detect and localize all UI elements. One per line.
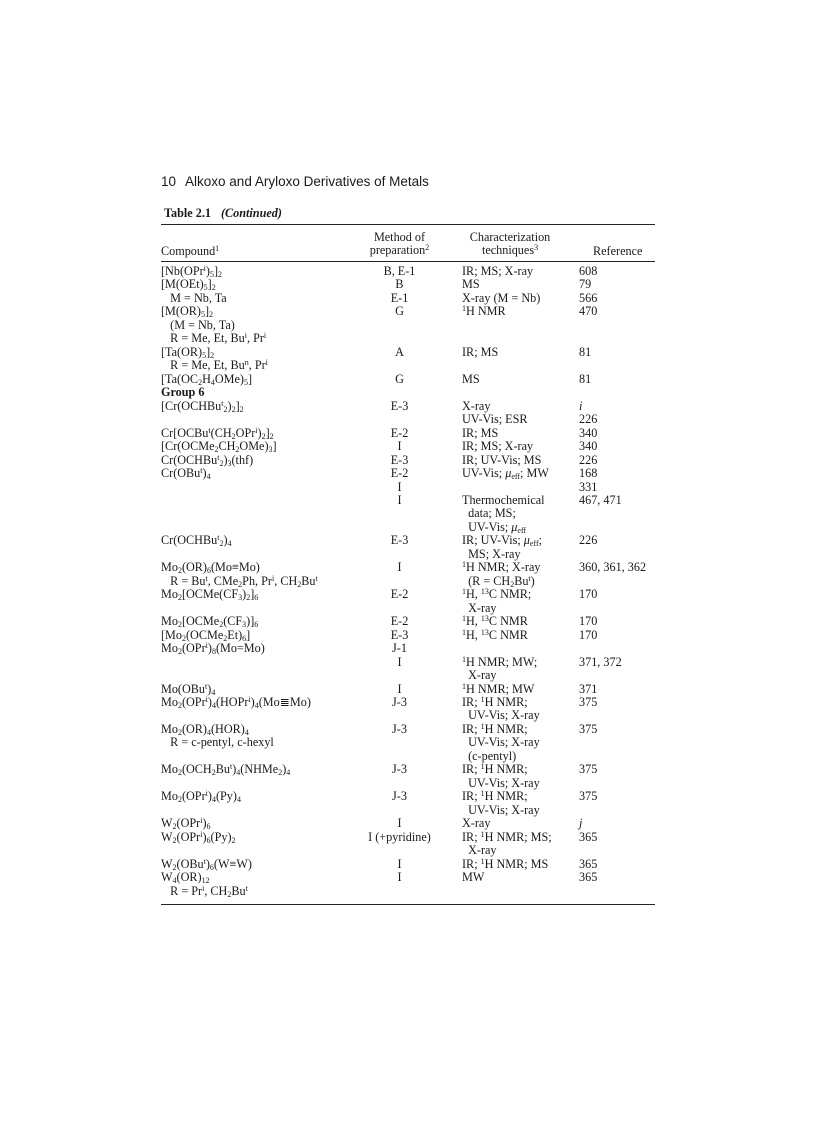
method-cell: E-2 xyxy=(390,587,409,602)
method-cell: E-3 xyxy=(390,627,409,642)
techniques-cell: X-ray xyxy=(462,843,497,858)
table-row xyxy=(161,346,655,359)
techniques-cell: IR; $^1$H NMR; xyxy=(462,789,528,804)
table-row xyxy=(161,494,655,507)
bottom-rule xyxy=(161,904,655,905)
techniques-cell: IR; MS xyxy=(462,425,499,440)
method-cell: E-2 xyxy=(390,614,409,629)
compound-cell: $[M(OR)_5]_2$ xyxy=(161,304,214,320)
compound-cell: $Mo_2(OR)_6(Mo\equiv Mo)$ xyxy=(161,560,260,576)
table-row xyxy=(161,777,655,790)
techniques-cell: X-ray xyxy=(462,600,497,615)
table-row xyxy=(161,750,655,763)
method-cell: J-3 xyxy=(392,721,407,736)
compound-cell: $Mo_2(OPr^i)_8(Mo=Mo)$ xyxy=(161,641,265,657)
method-cell: E-3 xyxy=(390,452,409,467)
table-row xyxy=(161,723,655,736)
table-body xyxy=(161,262,655,898)
techniques-cell: $^1$H, $^{13}$C NMR xyxy=(462,627,528,642)
compound-cell: $Mo_2(OCH_2Bu^t)_4(NHMe_2)_4$ xyxy=(161,762,291,778)
reference-cell: 79 xyxy=(579,277,592,292)
techniques-cell: IR; $^1$H NMR; MS; xyxy=(462,829,552,844)
table-row xyxy=(161,588,655,601)
techniques-cell: X-ray (M = Nb) xyxy=(462,290,541,305)
reference-cell: 371, 372 xyxy=(579,654,622,669)
reference-cell: 566 xyxy=(579,290,598,305)
table-row xyxy=(161,709,655,722)
reference-cell: 226 xyxy=(579,412,598,427)
reference-cell: 340 xyxy=(579,425,598,440)
reference-cell: 331 xyxy=(579,479,598,494)
table-row xyxy=(161,804,655,817)
techniques-cell: (c-pentyl) xyxy=(462,748,517,763)
reference-cell: 371 xyxy=(579,681,598,696)
table-row xyxy=(161,683,655,696)
techniques-cell: data; MS; xyxy=(462,506,516,521)
compound-cell: R = Me, Et, Bu$^i$, Pr$^i$ xyxy=(161,331,267,346)
reference-cell: 360, 361, 362 xyxy=(579,560,647,575)
table-row xyxy=(161,858,655,871)
techniques-cell: $^1$H NMR; MW; xyxy=(462,654,538,669)
table-row xyxy=(161,548,655,561)
reference-cell: 608 xyxy=(579,264,598,278)
techniques-cell: MS; X-ray xyxy=(462,546,521,561)
group-heading-row xyxy=(161,386,655,399)
method-cell: B, E-1 xyxy=(383,264,416,278)
techniques-cell: UV-Vis; X-ray xyxy=(462,802,540,817)
table-row xyxy=(161,885,655,898)
techniques-cell: UV-Vis; $\mu_{eff}$; MW xyxy=(462,466,549,482)
table-row xyxy=(161,359,655,372)
table-row xyxy=(161,790,655,803)
reference-cell: 340 xyxy=(579,439,598,454)
compound-cell: $W_2(OPr^i)_6$ xyxy=(161,816,211,832)
table-row xyxy=(161,656,655,669)
header-techniques xyxy=(448,231,572,257)
header-method xyxy=(359,231,440,257)
reference-cell: 470 xyxy=(579,304,598,319)
reference-cell: 170 xyxy=(579,627,598,642)
table-row xyxy=(161,427,655,440)
method-cell: E-2 xyxy=(390,466,409,481)
reference-cell: 365 xyxy=(579,870,598,885)
table-row xyxy=(161,278,655,291)
header-tech-line1: Characterization xyxy=(469,230,551,244)
running-title: Alkoxo and Aryloxo Derivatives of Metals xyxy=(185,174,429,189)
method-cell: J-3 xyxy=(392,789,407,804)
method-cell: I xyxy=(397,681,402,696)
compound-cell: M = Nb, Ta xyxy=(161,290,227,305)
reference-cell: 365 xyxy=(579,856,598,871)
compound-cell: $Mo_2[OCMe(CF_3)_2]_6$ xyxy=(161,587,259,603)
compound-cell: $Mo_2[OCMe_2(CF_3)]_6$ xyxy=(161,614,259,630)
compound-cell: R = c-pentyl, c-hexyl xyxy=(161,735,274,750)
method-cell: E-3 xyxy=(390,398,409,413)
techniques-cell: $(R = CH_2Bu^t)$ xyxy=(462,573,535,589)
page-number: 10 xyxy=(161,174,177,189)
techniques-cell: UV-Vis; ESR xyxy=(462,412,528,427)
techniques-cell: MS xyxy=(462,277,480,292)
table-label: Table 2.1 xyxy=(164,206,211,220)
table-row xyxy=(161,534,655,547)
reference-cell: 170 xyxy=(579,587,598,602)
compound-cell: $W_2(OBu^t)_6(W\equiv W)$ xyxy=(161,856,252,872)
table-row xyxy=(161,507,655,520)
techniques-cell: Thermochemical xyxy=(462,492,545,507)
techniques-cell: X-ray xyxy=(462,816,491,831)
compound-cell: $[Cr(OCMe_2CH_2OMe)_3]$ xyxy=(161,439,277,455)
techniques-cell: UV-Vis; X-ray xyxy=(462,735,540,750)
table-row xyxy=(161,292,655,305)
data-table xyxy=(161,206,655,905)
reference-cell: 375 xyxy=(579,789,598,804)
table-row xyxy=(161,413,655,426)
compound-cell: (M = Nb, Ta) xyxy=(161,317,235,332)
compound-cell: $[Ta(OC_2H_4OMe)_5]$ xyxy=(161,371,253,387)
method-cell: G xyxy=(395,304,404,319)
compound-cell: $R = Pr^i$, $CH_2Bu^t$ xyxy=(161,883,248,899)
table-row xyxy=(161,575,655,588)
method-cell: I xyxy=(397,439,402,454)
reference-cell: i xyxy=(579,398,583,413)
compound-cell: $Cr(OBu^t)_4$ xyxy=(161,466,211,482)
techniques-cell: IR; MS xyxy=(462,344,499,359)
method-cell: I xyxy=(397,816,402,831)
table-row xyxy=(161,561,655,574)
table-row xyxy=(161,332,655,345)
method-cell: J-3 xyxy=(392,695,407,709)
reference-cell: 170 xyxy=(579,614,598,629)
compound-cell: $Cr(OCHBu^t_2)_4$ xyxy=(161,533,232,549)
techniques-cell: $^1$H NMR xyxy=(462,304,506,319)
techniques-cell: IR; $^1$H NMR; xyxy=(462,695,528,709)
table-row xyxy=(161,736,655,749)
table-row xyxy=(161,831,655,844)
header-compound: Compound$^1$ xyxy=(161,244,220,258)
techniques-cell: IR; $^1$H NMR; xyxy=(462,762,528,777)
table-row xyxy=(161,642,655,655)
techniques-cell: UV-Vis; $\mu_{eff}$ xyxy=(462,519,527,535)
header-tech-line2: techniques$^3$ xyxy=(481,243,539,257)
table-row xyxy=(161,871,655,884)
table-row xyxy=(161,400,655,413)
method-cell: G xyxy=(395,371,404,386)
techniques-cell: MW xyxy=(462,870,485,885)
compound-cell: $Mo(OBu^t)_4$ xyxy=(161,681,216,697)
header-method-line2: preparation$^2$ xyxy=(369,243,430,257)
techniques-cell: $^1$H, $^{13}$C NMR xyxy=(462,614,528,629)
table-row xyxy=(161,440,655,453)
compound-cell: R = Me, Et, Bu$^n$, Pr$^i$ xyxy=(161,358,268,373)
compound-cell: $[M(OEt)_5]_2$ xyxy=(161,277,216,293)
compound-cell: $W_2(OPr^i)_6(Py)_2$ xyxy=(161,829,236,845)
method-cell: I xyxy=(397,856,402,871)
techniques-cell: IR; MS; X-ray xyxy=(462,264,534,278)
reference-cell: 375 xyxy=(579,695,598,709)
method-cell: J-3 xyxy=(392,762,407,777)
table-row xyxy=(161,373,655,386)
techniques-cell: IR; MS; X-ray xyxy=(462,439,534,454)
compound-cell: $Cr(OCHBu^t_2)_3(thf)$ xyxy=(161,452,254,468)
method-cell: I xyxy=(397,870,402,885)
reference-cell: j xyxy=(579,816,583,831)
compound-cell: $W_4(OR)_{12}$ xyxy=(161,870,210,886)
reference-cell: 467, 471 xyxy=(579,492,622,507)
reference-cell: 375 xyxy=(579,721,598,736)
running-header xyxy=(161,174,429,189)
table-row xyxy=(161,763,655,776)
method-cell: I xyxy=(397,654,402,669)
reference-cell: 226 xyxy=(579,533,598,548)
techniques-cell: UV-Vis; X-ray xyxy=(462,775,540,790)
compound-cell: $R = Bu^t$, CMe$_2$Ph, Pr$^i$, $CH_2Bu^t$ xyxy=(161,573,318,589)
header-method-line1: Method of xyxy=(373,230,426,244)
reference-cell: 365 xyxy=(579,829,598,844)
table-header xyxy=(161,225,655,261)
reference-cell: 81 xyxy=(579,344,592,359)
compound-cell: $[Mo_2(OCMe_2Et)_6]$ xyxy=(161,627,251,643)
techniques-cell: X-ray xyxy=(462,398,491,413)
table-row xyxy=(161,844,655,857)
techniques-cell: IR; UV-Vis; MS xyxy=(462,452,542,467)
table-row xyxy=(161,696,655,709)
compound-cell: $[Nb(OPr^i)_5]_2$ xyxy=(161,264,223,279)
table-row xyxy=(161,481,655,494)
compound-cell: $[Ta(OR)_5]_2$ xyxy=(161,344,215,360)
table-row xyxy=(161,629,655,642)
techniques-cell: $^1$H, $^{13}$C NMR; xyxy=(462,587,532,602)
method-cell: I (+pyridine) xyxy=(368,829,431,844)
table-row xyxy=(161,669,655,682)
techniques-cell: X-ray xyxy=(462,668,497,683)
header-reference: Reference xyxy=(593,244,643,258)
method-cell: I xyxy=(397,560,402,575)
method-cell: E-2 xyxy=(390,425,409,440)
table-row xyxy=(161,521,655,534)
techniques-cell: $^1$H NMR; MW xyxy=(462,681,535,696)
group-heading: Group 6 xyxy=(161,385,205,400)
table-row xyxy=(161,305,655,318)
compound-cell: $[Cr(OCHBu^t_2)_2]_2$ xyxy=(161,398,244,414)
table-caption xyxy=(164,206,655,224)
method-cell: J-1 xyxy=(392,641,407,656)
techniques-cell: IR; UV-Vis; $\mu_{eff}$; xyxy=(462,533,543,549)
table-row xyxy=(161,602,655,615)
techniques-cell: MS xyxy=(462,371,480,386)
table-row xyxy=(161,454,655,467)
techniques-cell: IR; $^1$H NMR; MS xyxy=(462,856,549,871)
method-cell: E-1 xyxy=(390,290,409,305)
reference-cell: 81 xyxy=(579,371,592,386)
table-row xyxy=(161,467,655,480)
method-cell: I xyxy=(397,479,402,494)
table-row xyxy=(161,265,655,278)
table-continued: (Continued) xyxy=(220,206,282,220)
method-cell: A xyxy=(395,344,404,359)
reference-cell: 168 xyxy=(579,466,598,481)
reference-cell: 226 xyxy=(579,452,598,467)
table-row xyxy=(161,817,655,830)
method-cell: E-3 xyxy=(390,533,409,548)
compound-cell: $Mo_2(OR)_4(HOR)_4$ xyxy=(161,721,249,737)
techniques-cell: IR; $^1$H NMR; xyxy=(462,721,528,736)
techniques-cell: $^1$H NMR; X-ray xyxy=(462,560,541,575)
table-row xyxy=(161,615,655,628)
techniques-cell: UV-Vis; X-ray xyxy=(462,708,540,723)
table-row xyxy=(161,319,655,332)
method-cell: I xyxy=(397,492,402,507)
compound-cell: $Mo_2(OPr^i)_4(HOPr^i)_4(Mo≣Mo)$ xyxy=(161,695,311,710)
method-cell: B xyxy=(395,277,404,292)
compound-cell: $Cr[OCBu^t(CH_2OPr^i)_2]_2$ xyxy=(161,425,274,441)
compound-cell: $Mo_2(OPr^i)_4(Py)_4$ xyxy=(161,789,241,805)
reference-cell: 375 xyxy=(579,762,598,777)
